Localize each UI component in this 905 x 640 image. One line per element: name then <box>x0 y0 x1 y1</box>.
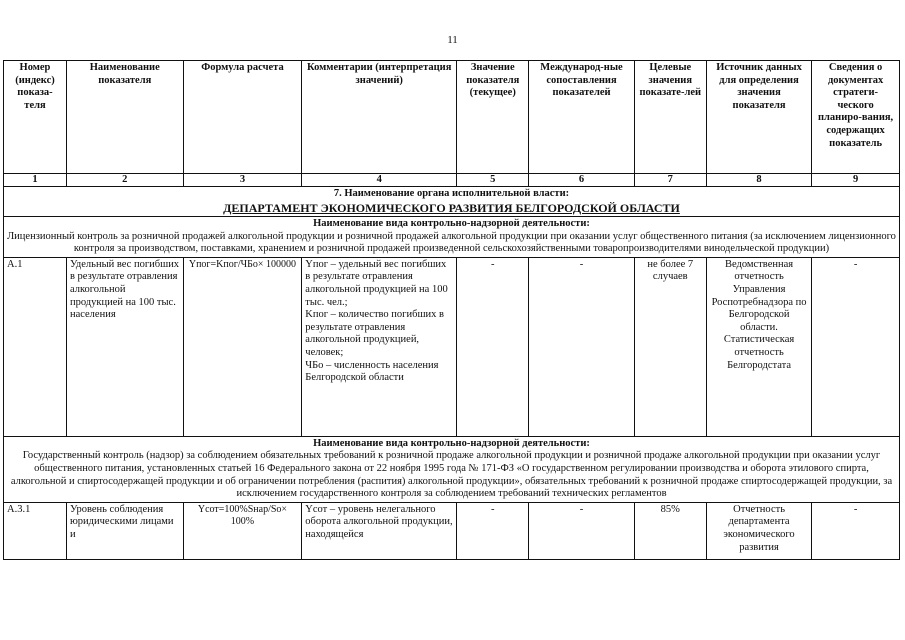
header-name: Наименование показателя <box>66 61 183 174</box>
row-documents: - <box>812 502 900 559</box>
row-international: - <box>529 502 634 559</box>
row-formula: Yпог=Kпог/ЧБо× 100000 <box>183 257 302 436</box>
comment-line: Kпог – количество погибших в результате отравления алкогольной продукцией, человек; <box>305 309 444 358</box>
header-international: Международ-ные сопоставления показателей <box>529 61 634 174</box>
activity-text: Государственный контроль (надзор) за соблюдением обязательных требований к розничной продаже алкогольной продукции и розничной продаже алкогольной продукции при оказании услуг общественного питания, установленных статьей 16 Федерального закона от 22 ноября 1995 года № 171-ФЗ «О государственном регулировании производства и оборота этилового спирта, алкогольной и спиртосодержащей продукции и об ограничении потребления (распития) алкогольной продукции», обязательных требований к розничной продаже спиртосодержащей продукции, за исключением государственного контроля за соблюдением требований технических регламентов <box>10 450 893 500</box>
header-index: Номер (индекс) показа-теля <box>4 61 67 174</box>
table-row <box>4 502 900 559</box>
section-organ-title: 7. Наименование органа исполнительной власти: <box>333 188 570 199</box>
column-number: 4 <box>302 174 457 187</box>
table-header-row <box>4 61 900 174</box>
row-current-value: - <box>457 502 529 559</box>
row-name: Уровень соблюдения юридическими лицами и <box>66 502 183 559</box>
header-formula: Формула расчета <box>183 61 302 174</box>
column-number: 6 <box>529 174 634 187</box>
column-number: 3 <box>183 174 302 187</box>
activity-heading-row <box>4 436 900 502</box>
section-heading-row <box>4 187 900 217</box>
row-source: Ведомственная отчетность Управления Роспотребнадзора по Белгородской области. Статистическая отчетность Белгородстата <box>706 257 811 436</box>
row-documents: - <box>812 257 900 436</box>
header-comments: Комментарии (интерпретация значений) <box>302 61 457 174</box>
header-source: Источник данных для определения значения показателя <box>706 61 811 174</box>
row-comment: Yсот – уровень нелегального оборота алкогольной продукции, находящейся <box>302 502 457 559</box>
comment-line: ЧБо – численность населения Белгородской области <box>305 359 439 384</box>
header-target: Целевые значения показате-лей <box>634 61 706 174</box>
activity-text: Лицензионный контроль за розничной продажей алкогольной продукции и розничной продажей алкогольной продукции при оказании услуг общественного питания (за исключением лицензионного контроля за производством, поставками, хранением и розничной продажей произведенной сельскохозяйственными товаропроизводителями винодельческой продукции) <box>7 230 896 255</box>
section-organ-name: ДЕПАРТАМЕНТ ЭКОНОМИЧЕСКОГО РАЗВИТИЯ БЕЛГОРОДСКОЙ ОБЛАСТИ <box>223 200 680 215</box>
column-number: 7 <box>634 174 706 187</box>
activity-heading-row <box>4 216 900 257</box>
row-name: Удельный вес погибших в результате отравления алкогольной продукцией на 100 тыс. населения <box>66 257 183 436</box>
activity-heading <box>4 436 900 502</box>
column-number-row <box>4 174 900 187</box>
row-international: - <box>529 257 634 436</box>
row-target: не более 7 случаев <box>634 257 706 436</box>
row-index: А.1 <box>4 257 67 436</box>
comment-line: Yпог – удельный вес погибших в результате отравления алкогольной продукцией на 100 тыс. чел.; <box>305 258 448 308</box>
column-number: 8 <box>706 174 811 187</box>
activity-title: Наименование вида контрольно-надзорной деятельности: <box>313 437 590 449</box>
activity-title: Наименование вида контрольно-надзорной деятельности: <box>313 217 590 229</box>
page-number: 11 <box>447 34 458 46</box>
header-current-value: Значение показателя (текущее) <box>457 61 529 174</box>
section-heading <box>4 187 900 217</box>
row-source: Отчетность департамента экономического развития <box>706 502 811 559</box>
column-number: 9 <box>812 174 900 187</box>
header-documents: Сведения о документах стратеги-ческого планиро-вания, содержащих показатель <box>812 61 900 174</box>
table-row <box>4 257 900 436</box>
row-comment <box>302 257 457 436</box>
column-number: 2 <box>66 174 183 187</box>
row-formula: Yсот=100%Sнар/Sо× 100% <box>183 502 302 559</box>
row-current-value: - <box>457 257 529 436</box>
activity-heading <box>4 216 900 257</box>
column-number: 1 <box>4 174 67 187</box>
row-target: 85% <box>634 502 706 559</box>
indicators-table <box>3 60 900 560</box>
column-number: 5 <box>457 174 529 187</box>
row-index: А.3.1 <box>4 502 67 559</box>
